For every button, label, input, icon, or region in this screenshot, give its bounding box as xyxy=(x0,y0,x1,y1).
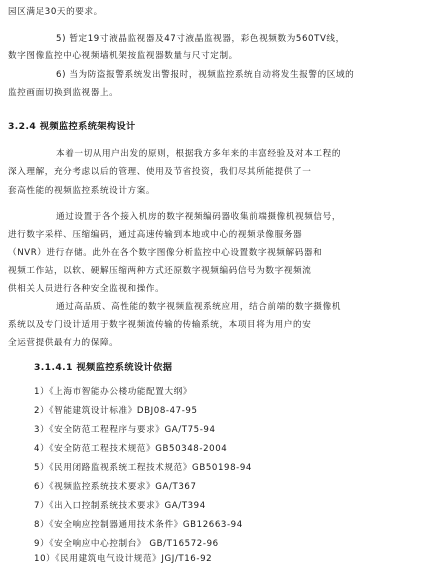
reference-item: 7）《出入口控制系统技术要求》GA/T394 xyxy=(34,501,206,511)
reference-item: 2）《智能建筑设计标准》DBJ08-47-95 xyxy=(34,406,198,416)
reference-item: 4）《安全防范工程技术规范》GB50348-2004 xyxy=(34,444,228,454)
body-line: 深入理解，充分考虑以后的管理、使用及节省投资，我们尽其所能提供了一 xyxy=(8,167,312,177)
body-line: 通过高品质、高性能的数字视频监视系统应用，结合前端的数字摄像机 xyxy=(56,302,342,312)
reference-item: 1）《上海市智能办公楼功能配置大纲》 xyxy=(34,387,193,397)
body-line: （NVR）进行存储。此外在各个数字图像分析监控中心设置数字视频解码器和 xyxy=(8,248,323,258)
intro-line: 监控画面切换到监视器上。 xyxy=(8,88,119,98)
intro-line: 5) 暂定19寸液晶监视器及47寸液晶监视器，彩色视频数为560TV线， xyxy=(56,34,345,44)
reference-item: 10）《民用建筑电气设计规范》JGJ/T16-92 xyxy=(34,554,213,564)
body-line: 系统以及专门设计适用于数字视频流传输的传输系统，本项目将为用户的安 xyxy=(8,320,312,330)
body-line: 全运营提供最有力的保障。 xyxy=(8,338,119,348)
reference-item: 3）《安全防范工程程序与要求》GA/T75-94 xyxy=(34,425,216,435)
body-line: 本着一切从用户出发的原则，根据我方多年来的丰富经验及对本工程的 xyxy=(56,149,342,159)
body-line: 通过设置于各个接入机房的数字视频编码器收集前端摄像机视频信号， xyxy=(56,212,342,222)
intro-line: 数字图像监控中心视频墙机架按监视器数量与尺寸定制。 xyxy=(8,51,238,61)
body-line: 进行数字采样、压缩编码，通过高速传输到本地或中心的视频录像服务器 xyxy=(8,230,303,240)
body-line: 套高性能的视频监控系统设计方案。 xyxy=(8,186,156,196)
reference-item: 8）《安全响应控制器通用技术条件》GB12663-94 xyxy=(34,520,243,530)
section-heading: 3.2.4 视频监控系统架构设计 xyxy=(8,121,136,132)
body-line: 供相关人员进行各种安全监视和操作。 xyxy=(8,284,165,294)
reference-item: 9）《安全响应中心控制台》 GB/T16572-96 xyxy=(34,539,219,549)
intro-line: 园区满足30天的要求。 xyxy=(8,7,103,17)
reference-item: 5）《民用闭路监视系统工程技术规范》GB50198-94 xyxy=(34,463,252,473)
reference-item: 6）《视频监控系统技术要求》GA/T367 xyxy=(34,482,197,492)
intro-line: 6) 当为防盗报警系统发出警报时，视频监控系统自动将发生报警的区域的 xyxy=(56,70,355,80)
body-line: 视频工作站，以软、硬解压缩两种方式还原数字视频编码信号为数字视频流 xyxy=(8,266,312,276)
subsection-heading: 3.1.4.1 视频监控系统设计依据 xyxy=(34,362,173,373)
